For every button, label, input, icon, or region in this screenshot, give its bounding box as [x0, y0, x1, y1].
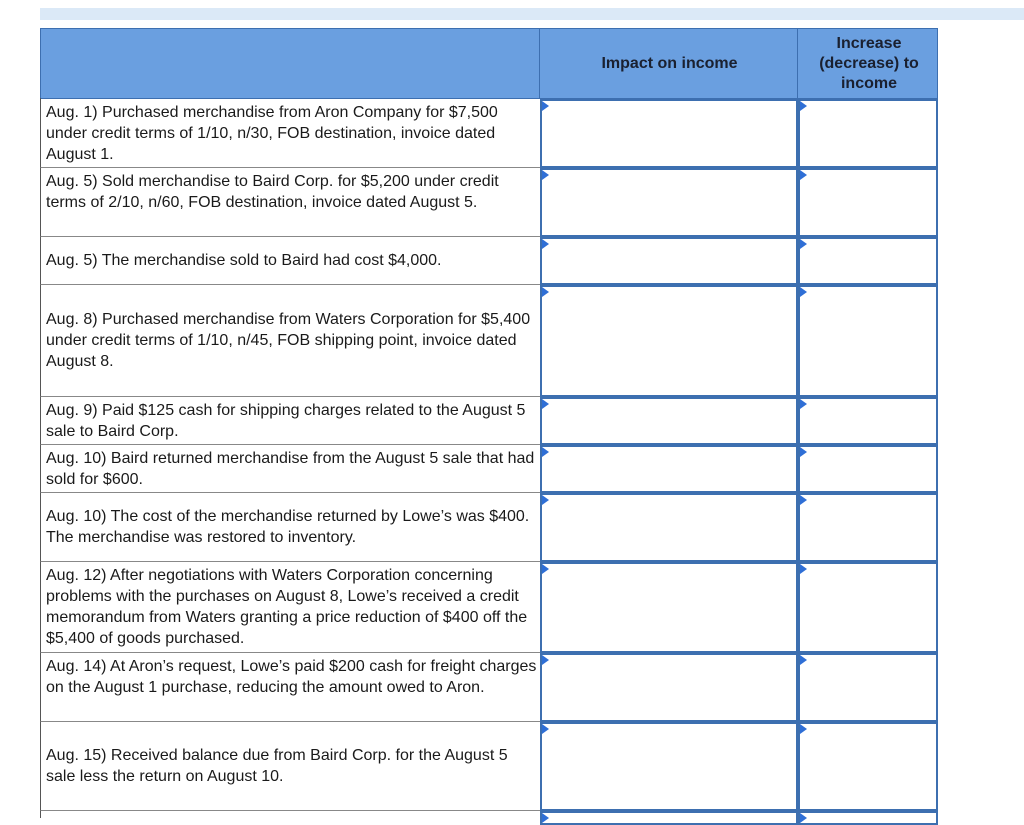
dropdown-arrow-icon: [800, 239, 807, 249]
transaction-description: Aug. 10) Baird returned merchandise from the August 5 sale that had sold for $600.: [40, 445, 540, 493]
table-row: [40, 493, 938, 562]
increase-decrease-input[interactable]: [798, 811, 938, 825]
table-row: [40, 811, 938, 821]
dropdown-arrow-icon: [542, 447, 549, 457]
transaction-description: Aug. 10) The cost of the merchandise returned by Lowe’s was $400. The merchandise was restored to inventory.: [40, 493, 540, 562]
impact-on-income-select[interactable]: [540, 562, 798, 653]
table-row: [40, 445, 938, 493]
dropdown-arrow-icon: [542, 101, 549, 111]
table-row: [40, 237, 938, 285]
table-row: [40, 285, 938, 397]
increase-decrease-input[interactable]: [798, 445, 938, 493]
table-row: [40, 722, 938, 811]
dropdown-arrow-icon: [542, 655, 549, 665]
transaction-description: Aug. 15) Received balance due from Baird Corp. for the August 5 sale less the return on August 10.: [40, 722, 540, 811]
table-row: [40, 168, 938, 237]
table-row: [40, 397, 938, 445]
dropdown-arrow-icon: [542, 399, 549, 409]
impact-on-income-select[interactable]: [540, 99, 798, 168]
dropdown-arrow-icon: [800, 101, 807, 111]
top-scroll-bar: [40, 8, 1024, 20]
increase-decrease-input[interactable]: [798, 493, 938, 562]
dropdown-arrow-icon: [542, 564, 549, 574]
header-increase-decrease: Increase (decrease) to income: [819, 34, 919, 92]
dropdown-arrow-icon: [800, 655, 807, 665]
impact-on-income-select[interactable]: [540, 811, 798, 825]
increase-decrease-input[interactable]: [798, 237, 938, 285]
impact-on-income-select[interactable]: [540, 722, 798, 811]
increase-decrease-input[interactable]: [798, 168, 938, 237]
transaction-description: Aug. 12) After negotiations with Waters Corporation concerning problems with the purchases on August 8, Lowe’s received a credit memorandum from Waters granting a price reduction of $400 off the $5,400 of goods purchased.: [40, 562, 540, 653]
increase-decrease-input[interactable]: [798, 562, 938, 653]
transaction-description: Aug. 1) Purchased merchandise from Aron Company for $7,500 under credit terms of 1/10, n/30, FOB destination, invoice dated August 1.: [40, 99, 540, 168]
dropdown-arrow-icon: [542, 170, 549, 180]
table-row: [40, 653, 938, 722]
impact-on-income-select[interactable]: [540, 445, 798, 493]
impact-on-income-select[interactable]: [540, 397, 798, 445]
dropdown-arrow-icon: [800, 724, 807, 734]
impact-on-income-select[interactable]: [540, 493, 798, 562]
dropdown-arrow-icon: [542, 495, 549, 505]
increase-decrease-input[interactable]: [798, 653, 938, 722]
transaction-description: Aug. 14) At Aron’s request, Lowe’s paid $200 cash for freight charges on the August 1 purchase, reducing the amount owed to Aron.: [40, 653, 540, 722]
dropdown-arrow-icon: [542, 813, 549, 823]
transaction-description: Aug. 9) Paid $125 cash for shipping charges related to the August 5 sale to Baird Corp.: [40, 397, 540, 445]
table-row: [40, 562, 938, 653]
dropdown-arrow-icon: [800, 170, 807, 180]
dropdown-arrow-icon: [800, 495, 807, 505]
impact-on-income-select[interactable]: [540, 285, 798, 397]
dropdown-arrow-icon: [542, 724, 549, 734]
header-impact-on-income: Impact on income: [601, 54, 738, 72]
dropdown-arrow-icon: [800, 564, 807, 574]
impact-on-income-select[interactable]: [540, 653, 798, 722]
increase-decrease-input[interactable]: [798, 722, 938, 811]
dropdown-arrow-icon: [800, 399, 807, 409]
transaction-description: Aug. 5) The merchandise sold to Baird had cost $4,000.: [40, 237, 540, 285]
dropdown-arrow-icon: [542, 239, 549, 249]
dropdown-arrow-icon: [800, 287, 807, 297]
impact-on-income-select[interactable]: [540, 168, 798, 237]
transaction-description: Aug. 5) Sold merchandise to Baird Corp. for $5,200 under credit terms of 2/10, n/60, FOB destination, invoice dated August 5.: [40, 168, 540, 237]
table-row: [40, 99, 938, 168]
impact-on-income-select[interactable]: [540, 237, 798, 285]
dropdown-arrow-icon: [542, 287, 549, 297]
table-header: [40, 28, 938, 99]
dropdown-arrow-icon: [800, 447, 807, 457]
increase-decrease-input[interactable]: [798, 397, 938, 445]
header-divider: [539, 29, 540, 98]
transaction-description: Aug. 8) Purchased merchandise from Waters Corporation for $5,400 under credit terms of 1/10, n/45, FOB shipping point, invoice dated August 8.: [40, 285, 540, 397]
increase-decrease-input[interactable]: [798, 99, 938, 168]
increase-decrease-input[interactable]: [798, 285, 938, 397]
dropdown-arrow-icon: [800, 813, 807, 823]
